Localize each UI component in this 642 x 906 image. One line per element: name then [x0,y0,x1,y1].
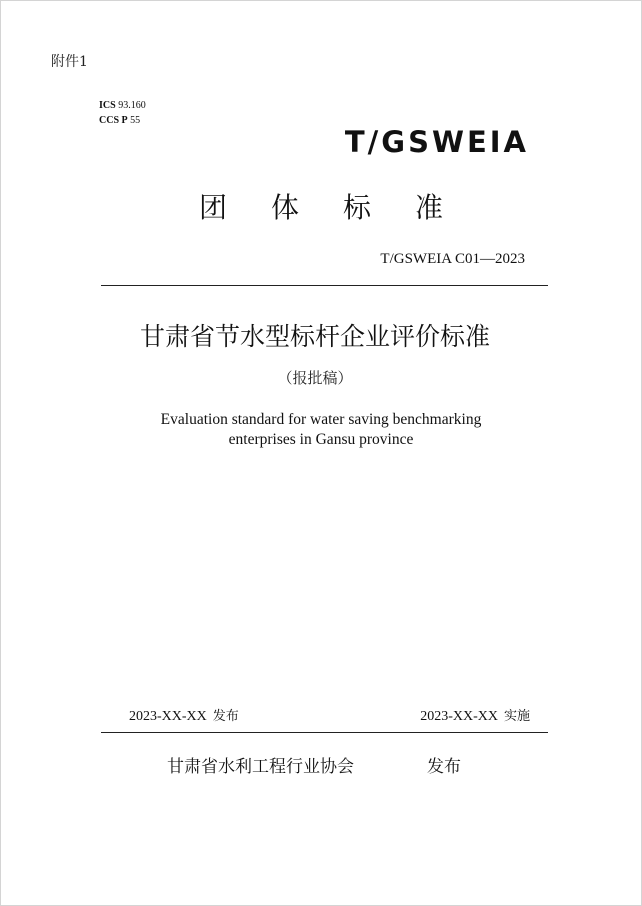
title-english-line-2: enterprises in Gansu province [228,431,414,448]
ics-label: ICS [99,100,116,111]
standard-type-char-3: 标 [343,191,372,224]
standard-type-char-2: 体 [270,191,299,224]
implementation-date [420,705,530,725]
standard-type-char-1: 团 [198,191,227,224]
attachment-label: 附件1 [51,54,88,70]
bottom-divider [101,732,548,733]
title-chinese: 甘肃省节水型标杆企业评价标准 [139,322,490,351]
standard-type-char-4: 准 [415,191,444,224]
ics-value: 93.160 [118,100,146,111]
classification-block [99,98,146,128]
ccs-line [99,113,146,128]
issue-date [129,705,239,725]
standard-number: T/GSWEIA C01—2023 [380,251,525,267]
issue-date-label: 发布 [212,709,239,724]
issue-date-value: 2023-XX-XX [129,709,207,724]
ccs-value: 55 [130,115,141,126]
implementation-date-label: 实施 [503,709,530,724]
title-english-line-1: Evaluation standard for water saving benchmarking [160,411,482,428]
standard-code: T/GSWEIA [344,125,529,159]
title-draft-note: （报批稿） [277,369,353,387]
ccs-label: CCS P [99,115,128,126]
publish-label: 发布 [427,757,461,777]
implementation-date-value: 2023-XX-XX [420,709,498,724]
publisher-name: 甘肃省水利工程行业协会 [167,757,354,777]
title-english [1,410,641,450]
top-divider [101,285,548,286]
ics-line [99,98,146,113]
standard-type [1,186,641,226]
